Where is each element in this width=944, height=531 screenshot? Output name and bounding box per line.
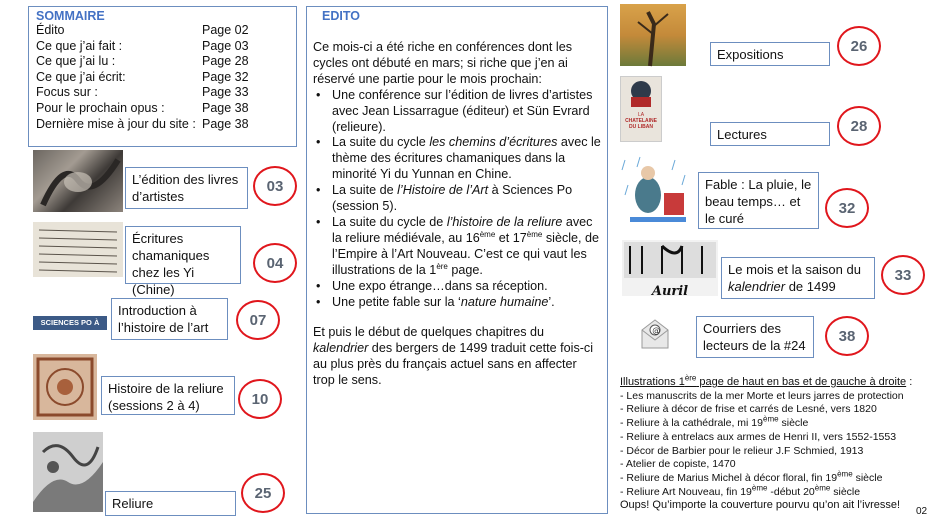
text: et 17 [495,230,527,245]
text: siècle [778,417,809,430]
sommaire-title: SOMMAIRE [36,9,105,23]
painting-image [620,4,686,66]
mail-icon [640,316,670,350]
text: des bergers de 1499 traduit cette fois-ci au plus près du français actuel sans en affecter trop le sens. [313,341,594,388]
credits-closing: Oups! Qu’importe la couverture pourvu qu’on ait l’ivresse! [620,499,901,512]
page-badge-03[interactable]: 03 [253,166,297,206]
text: Illustrations 1 [620,376,685,388]
emphasis: l’Histoire de l’Art [397,183,489,198]
sommaire-row-label: Ce que j’ai fait : [36,38,123,53]
page-badge-25[interactable]: 25 [241,473,285,513]
sommaire-row[interactable] [36,85,296,101]
bookbinding-thumbnail [33,354,97,420]
sommaire-row-label: Édito [36,23,65,37]
text: siècle [852,471,883,484]
cover-title-2: CHATELAINE [625,118,657,124]
emphasis: kalendrier [313,341,369,356]
reliure-image [33,432,103,512]
text: avec la reliure médiévale, au 16 [332,214,593,245]
superscript: ère [684,373,697,383]
cover-title-3: DU LIBAN [629,124,653,130]
sommaire-row[interactable] [36,101,296,117]
text: Et puis le début de quelques chapitres du [313,325,545,340]
edito-bullet [332,295,601,311]
text: à Sciences Po (session 5). [332,183,573,214]
sommaire-row-page: Page 28 [202,54,249,69]
page-badge-26[interactable]: 26 [837,26,881,66]
artist-book-thumbnail [33,150,123,212]
item-artist-books-label[interactable]: L’édition des livres d’artistes [125,167,248,209]
sommaire-row-label: Focus sur : [36,85,98,100]
credit-line: - Atelier de copiste, 1470 [620,458,736,471]
superscript: ème [837,469,853,479]
page-badge-33[interactable]: 33 [881,255,925,295]
sommaire-row[interactable] [36,54,296,70]
credit-line [620,483,920,500]
superscript: ème [751,483,768,493]
yi-manuscript-thumbnail [33,222,123,277]
page-badge-38[interactable]: 38 [825,316,869,356]
sommaire-row-page: Page 03 [202,38,249,53]
credit-line: - Les manuscrits de la mer Morte et leurs jarres de protection [620,389,904,402]
edito-intro: Ce mois-ci a été riche en conférences dont les cycles ont débuté en mars; si riche que j’en ai réservé une partie pour le mois prochain: [313,40,573,86]
sommaire-row-page: Page 38 [202,116,249,131]
svg-text:@: @ [652,326,661,335]
text: avec le thème des écritures chamaniques dans la minorité Yi du Yunnan en Chine. [332,135,601,182]
credit-line [620,469,920,486]
superscript: ème [814,483,831,493]
cover-illustration [621,77,661,107]
text: ’. [548,294,555,309]
sommaire-row-label: Ce que j’ai écrit: [36,69,126,84]
fable-thumbnail [620,155,692,225]
item-yi-writings-label[interactable]: Écritures chamaniques chez les Yi (Chine) [125,226,241,284]
kalendrier-thumbnail [622,240,718,299]
sommaire-row[interactable] [36,70,296,86]
manuscript-image [33,222,123,277]
sommaire-row-label: Pour le prochain opus : [36,100,165,115]
text: - Reliure Art Nouveau, fin 19 [620,485,752,498]
sommaire-row-label: Ce que j’ai lu : [36,54,116,69]
item-exhibitions-label[interactable]: Expositions [710,42,830,66]
credit-line: - Reliure à entrelacs aux armes de Henri II, vers 1552-1553 [620,430,897,443]
sommaire-box [28,6,297,147]
credit-line: - Reliure à décor de frise et carrés de Lesné, vers 1820 [620,403,877,416]
artist-book-image [33,150,123,212]
sommaire-row[interactable] [36,23,296,39]
emphasis: kalendrier [728,279,786,294]
credits-heading [620,373,920,390]
edito-box [306,6,608,514]
text: La suite de [332,183,398,198]
edito-bullet [332,135,601,183]
sommaire-row-page: Page 38 [202,100,249,115]
rain-figure-image [620,155,692,225]
edito-title: EDITO [322,9,360,23]
emphasis: l’histoire de la reliure [446,214,563,229]
edito-bullets [313,88,601,311]
emphasis: nature humaine [460,294,549,309]
page-badge-10[interactable]: 10 [238,379,282,419]
text: Le mois et la saison du [728,262,861,277]
superscript: ème [479,229,496,239]
item-kalendrier-label[interactable] [721,257,875,299]
text: siècle, de l’Empire à l’Art Nouveau. C’est ce qui vaut les illustrations de la 1 [332,230,600,277]
item-reliure-label[interactable]: Reliure [105,491,236,516]
page-badge-28[interactable]: 28 [837,106,881,146]
item-art-history-label[interactable]: Introduction à l’histoire de l’art [111,298,228,340]
cover-title-1: LA [637,112,645,118]
envelope-icon [640,316,670,350]
edito-bullet: • Une conférence sur l’édition de livres d’artistes avec Jean Lissarrague (éditeur) et Sün Evrard (relieure). [332,88,601,136]
sommaire-list [36,23,296,132]
edito-outro [313,325,601,389]
superscript: ère [436,261,448,271]
edito-bullet: • Une expo étrange…dans sa réception. [332,279,601,295]
woodcut-image [622,240,718,280]
emphasis: les chemins d’écritures [429,135,558,150]
sommaire-row-page: Page 02 [202,23,249,37]
book-cover-thumbnail [620,76,662,142]
page-badge-07[interactable]: 07 [236,300,280,340]
edito-bullet [332,183,601,215]
item-fable-label[interactable]: Fable : La pluie, le beau temps… et le curé [698,172,819,229]
text: page de haut en bas et de gauche à droite [696,376,907,388]
item-readers-mail-label[interactable]: Courriers des lecteurs de la #24 [696,316,814,358]
sommaire-row-page: Page 33 [202,85,249,100]
page-badge-04[interactable]: 04 [253,243,297,283]
sommaire-row-page: Page 32 [202,69,249,84]
sciences-po-thumbnail: SCIENCES PO À ORSAY [33,316,107,330]
illustration-credits [620,373,920,513]
text: - Reliure de Marius Michel à décor floral, fin 19 [620,471,838,484]
edito-body [313,40,601,389]
text: siècle [830,485,861,498]
sommaire-row[interactable] [36,117,296,133]
item-bookbinding-history-label[interactable]: Histoire de la reliure (sessions 2 à 4) [101,376,235,415]
sommaire-row[interactable] [36,39,296,55]
edito-bullet [332,215,601,279]
text: Une petite fable sur la ‘ [332,294,461,309]
text: page. [447,262,483,277]
credit-line: - Décor de Barbier pour le relieur J.F Schmied, 1913 [620,444,864,457]
text: La suite du cycle [332,135,430,150]
superscript: ème [763,414,779,424]
text: - Reliure à la cathédrale, mi 19 [620,417,763,430]
page-badge-32[interactable]: 32 [825,188,869,228]
superscript: ème [526,229,543,239]
item-readings-label[interactable]: Lectures [710,122,830,146]
text: La suite du cycle de [332,214,447,229]
credit-line [620,414,920,431]
bookbinding-image [33,354,97,420]
reliure-thumbnail [33,432,103,512]
woodcut-caption: Auril [651,284,689,299]
text: de 1499 [785,279,836,294]
exhibition-thumbnail [620,4,686,66]
page-number: 02 [916,506,928,517]
text: : [906,376,913,388]
sommaire-row-label: Dernière mise à jour du site : [36,116,196,131]
text: -début 20 [767,485,815,498]
